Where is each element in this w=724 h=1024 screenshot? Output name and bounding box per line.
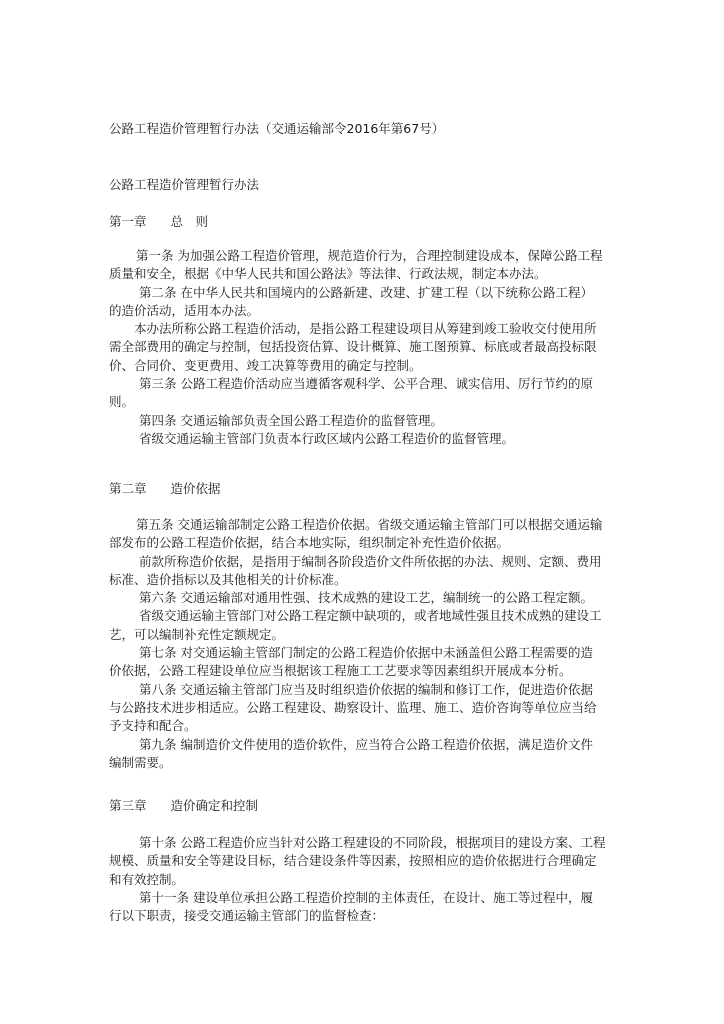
paragraph-line: 予支持和配合。 [109,718,197,734]
paragraph-line: 第九条 编制造价文件使用的造价软件，应当符合公路工程造价依据，满足造价文件 [139,736,593,752]
paragraph-line: 省级交通运输主管部门对公路工程定额中缺项的，或者地域性强且技术成熟的建设工 [139,608,602,624]
paragraph-line: 第二条 在中华人民共和国境内的公路新建、改建、扩建工程（以下统称公路工程） [139,284,593,300]
paragraph-line: 部发布的公路工程造价依据，结合本地实际，组织制定补充性造价依据。 [109,535,510,551]
paragraph-line: 规模、质量和安全等建设目标，结合建设条件等因素，按照相应的造价依据进行合理确定 [109,853,597,869]
chapter-2-heading [109,481,221,497]
paragraph-line: 行以下职责，接受交通运输主管部门的监督检查： [109,908,385,924]
chapter-2-number: 第二章 [109,481,147,496]
chapter-3-body [109,834,615,925]
paragraph-line: 则。 [109,394,135,410]
chapter-2-body [109,516,615,772]
paragraph-line: 艺，可以编制补充性定额规定。 [109,626,285,642]
chapter-1-name: 总 则 [170,214,209,229]
paragraph-line: 前款所称造价依据，是指用于编制各阶段造价文件所依据的办法、规则、定额、费用 [139,553,602,569]
chapter-1-body [109,247,615,448]
paragraph-line: 第五条 交通运输部制定公路工程造价依据。省级交通运输主管部门可以根据交通运输 [136,517,603,532]
paragraph-line: 第六条 交通运输部对通用性强、技术成熟的建设工艺，编制统一的公路工程定额。 [139,590,593,606]
paragraph-line: 的造价活动，适用本办法。 [109,302,260,318]
paragraph-line: 第七条 对交通运输主管部门制定的公路工程造价依据中未涵盖但公路工程需要的造 [139,645,593,661]
paragraph-line: 第十条 公路工程造价应当针对公路工程建设的不同阶段，根据项目的建设方案、工程 [139,835,606,850]
paragraph-line: 标准、造价指标以及其他相关的计价标准。 [109,571,347,587]
paragraph-line: 需全部费用的确定与控制，包括投资估算、设计概算、施工图预算、标底或者最高投标限 [109,339,597,355]
chapter-3-heading [109,798,258,814]
paragraph-line: 编制需要。 [109,754,172,770]
document-title: 公路工程造价管理暂行办法（交通运输部令2016年第67号） [109,121,445,136]
paragraph-line: 质量和安全，根据《中华人民共和国公路法》等法律、行政法规，制定本办法。 [109,266,547,282]
paragraph-line: 和有效控制。 [109,871,185,887]
chapter-3-name: 造价确定和控制 [170,798,259,813]
paragraph-line: 与公路技术进步相适应。公路工程建设、勘察设计、监理、施工、造价咨询等单位应当给 [109,699,597,715]
paragraph-line: 价依据，公路工程建设单位应当根据该工程施工工艺要求等因素组织开展成本分析。 [109,663,572,679]
paragraph-line: 第十一条 建设单位承担公路工程造价控制的主体责任，在设计、施工等过程中，履 [139,889,593,905]
paragraph-line: 价、合同价、变更费用、竣工决算等费用的确定与控制。 [109,357,422,373]
chapter-2-name: 造价依据 [170,481,221,496]
paragraph-line: 本办法所称公路工程造价活动，是指公路工程建设项目从筹建到竣工验收交付使用所 [134,321,597,337]
chapter-3-number: 第三章 [109,798,147,813]
paragraph-line: 第三条 公路工程造价活动应当遵循客观科学、公平合理、诚实信用、厉行节约的原 [139,376,593,392]
paragraph-line: 第一条 为加强公路工程造价管理，规范造价行为，合理控制建设成本，保障公路工程 [136,248,603,263]
paragraph-line: 第四条 交通运输部负责全国公路工程造价的监督管理。 [139,412,443,428]
paragraph-line: 省级交通运输主管部门负责本行政区域内公路工程造价的监督管理。 [139,430,515,446]
regulation-title: 公路工程造价管理暂行办法 [109,177,260,192]
paragraph-line: 第八条 交通运输主管部门应当及时组织造价依据的编制和修订工作，促进造价依据 [139,681,593,697]
chapter-1-heading [109,214,208,230]
chapter-1-number: 第一章 [109,214,147,229]
